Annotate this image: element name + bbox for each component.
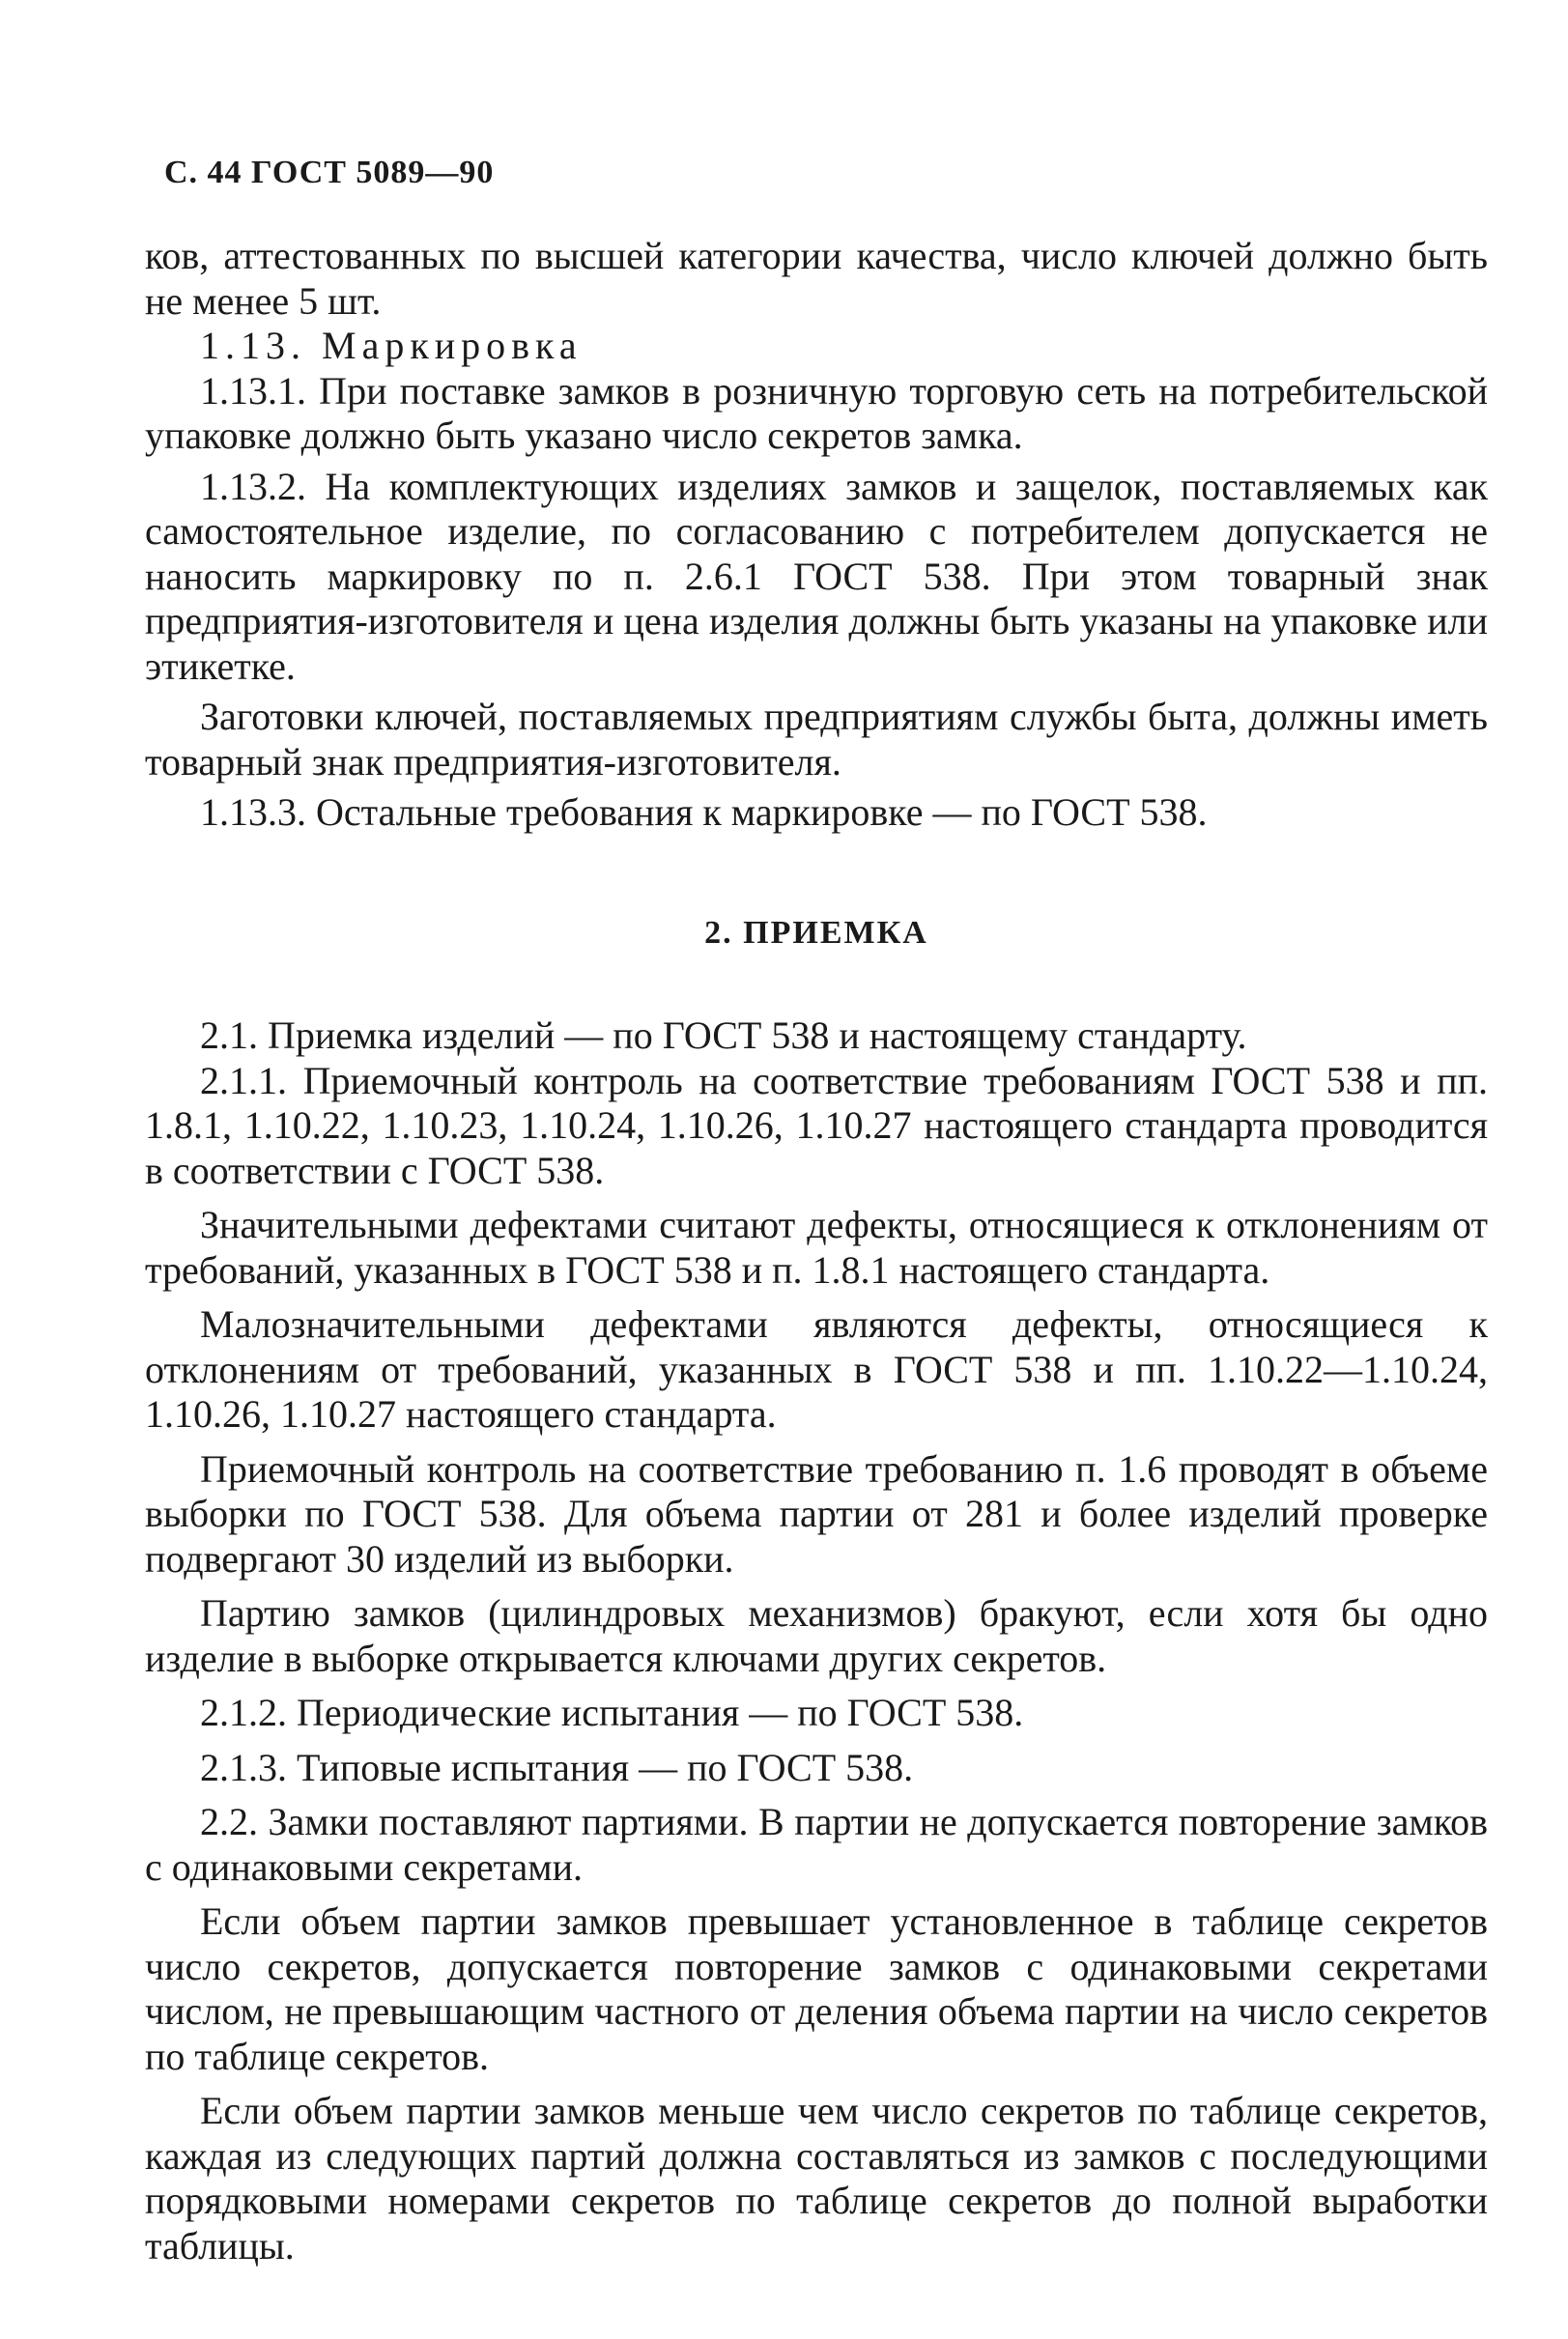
paragraph-1-13-2: 1.13.2. На комплектующих изделиях замков и защелок, поставляемых как самостоятельное изделие, по согласованию с потребителем допускается не наносить маркировку по п. 2.6.1 ГОСТ 538. При этом товарный знак предприятия-изготовителя и цена изделия должны быть указаны на упаковке или этикетке.	[145, 464, 1488, 688]
page-header: С. 44 ГОСТ 5089—90	[164, 155, 495, 190]
paragraph-continuation: ков, аттестованных по высшей категории качества, число ключей должно быть не менее 5 шт.	[145, 234, 1488, 323]
paragraph-batch-less: Если объем партии замков меньше чем число секретов по таблице секретов, каждая из следующих партий должна составляться из замков с последующими порядковыми номерами секретов по таблице секретов до полной выработки таблицы.	[145, 2089, 1488, 2268]
paragraph-minor-defects: Малозначительными дефектами являются дефекты, относящиеся к отклонениям от требований, указанных в ГОСТ 538 и пп. 1.10.22—1.10.24, 1.10.26, 1.10.27 настоящего стандарта.	[145, 1302, 1488, 1436]
paragraph-significant-defects: Значительными дефектами считают дефекты, относящиеся к отклонениям от требований, указанных в ГОСТ 538 и п. 1.8.1 настоящего стандарта.	[145, 1203, 1488, 1292]
paragraph-batch-exceeds: Если объем партии замков превышает установленное в таблице секретов число секретов, допускается повторение замков с одинаковыми секретами числом, не превышающим частного от деления объема партии на число секретов по таблице секретов.	[145, 1899, 1488, 2078]
paragraph-2-1-1: 2.1.1. Приемочный контроль на соответствие требованиям ГОСТ 538 и пп. 1.8.1, 1.10.22, 1.10.23, 1.10.24, 1.10.26, 1.10.27 настоящего стандарта проводится в соответствии с ГОСТ 538.	[145, 1058, 1488, 1192]
paragraph-key-blanks: Заготовки ключей, поставляемых предприятиям службы быта, должны иметь товарный знак предприятия-изготовителя.	[145, 695, 1488, 784]
section-title-acceptance: 2. ПРИЕМКА	[704, 914, 928, 951]
document-body	[145, 234, 1488, 2268]
paragraph-2-1-3: 2.1.3. Типовые испытания — по ГОСТ 538.	[200, 1745, 914, 1789]
subsection-heading-marking: 1.13. Маркировка	[200, 324, 583, 367]
paragraph-batch-rejection: Партию замков (цилиндровых механизмов) бракуют, если хотя бы одно изделие в выборке открывается ключами других секретов.	[145, 1591, 1488, 1680]
paragraph-1-13-1: 1.13.1. При поставке замков в розничную торговую сеть на потребительской упаковке должно быть указано число секретов замка.	[145, 368, 1488, 457]
paragraph-2-2: 2.2. Замки поставляют партиями. В партии не допускается повторение замков с одинаковыми секретами.	[145, 1800, 1488, 1889]
paragraph-2-1-2: 2.1.2. Периодические испытания — по ГОСТ 538.	[200, 1691, 1024, 1734]
paragraph-sampling-control: Приемочный контроль на соответствие требованию п. 1.6 проводят в объеме выборки по ГОСТ 538. Для объема партии от 281 и более изделий проверке подвергают 30 изделий из выборки.	[145, 1446, 1488, 1581]
paragraph-2-1: 2.1. Приемка изделий — по ГОСТ 538 и настоящему стандарту.	[200, 1013, 1247, 1057]
paragraph-1-13-3: 1.13.3. Остальные требования к маркировке — по ГОСТ 538.	[200, 790, 1208, 834]
